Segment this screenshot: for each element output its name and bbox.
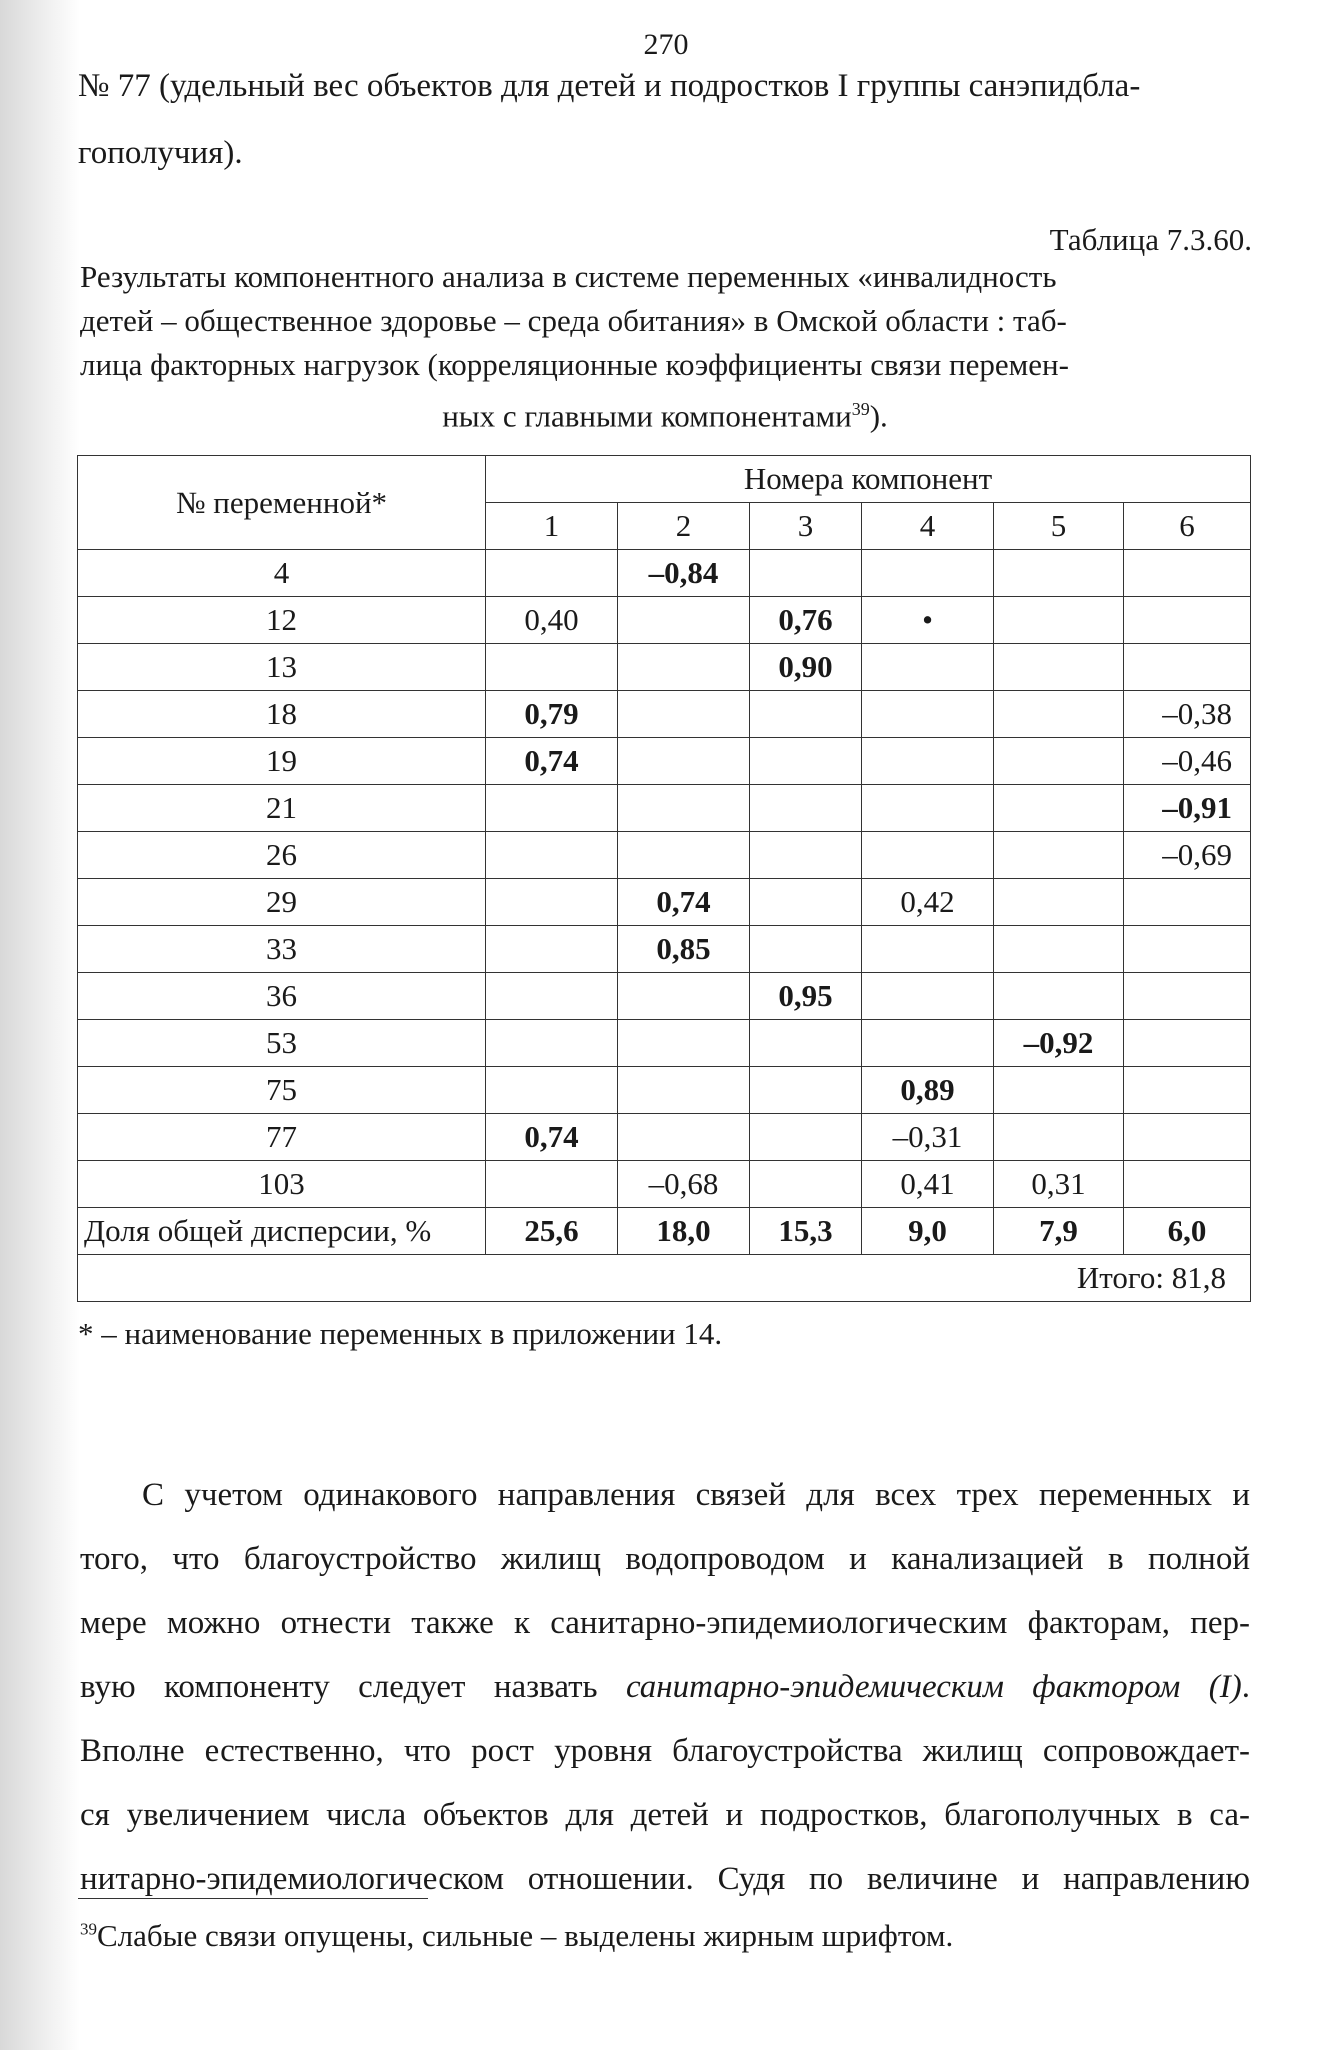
lead-line-2: гополучия).: [78, 135, 243, 171]
table-row: [78, 973, 1251, 1020]
component-number-3: 3: [750, 503, 862, 550]
table-note: * – наименование переменных в приложении 14.: [78, 1316, 723, 1351]
loading-cell-c5: [994, 738, 1124, 785]
total-variance: Итого: 81,8: [78, 1255, 1251, 1302]
table-row: [78, 1020, 1251, 1067]
loading-cell-c4: 0,42: [862, 879, 994, 926]
loading-cell-c5: 0,31: [994, 1161, 1124, 1208]
loading-cell-c6: [1124, 1067, 1251, 1114]
loading-cell-c4: –0,31: [862, 1114, 994, 1161]
loading-cell-c2: [618, 1020, 750, 1067]
loading-cell-c3: [750, 1114, 862, 1161]
table-label: Таблица 7.3.60.: [1049, 222, 1252, 257]
loading-cell-c1: [486, 785, 618, 832]
component-number-2: 2: [618, 503, 750, 550]
loading-cell-c2: [618, 597, 750, 644]
paragraph-line: Вполне естественно, что рост уровня благоустройства жилищ сопровождает-: [80, 1733, 1250, 1769]
component-number-1: 1: [486, 503, 618, 550]
loading-cell-c5: [994, 597, 1124, 644]
variance-share-2: 18,0: [618, 1208, 750, 1255]
loading-cell-c3: [750, 832, 862, 879]
variance-share-row: [78, 1208, 1251, 1255]
table-row: [78, 832, 1251, 879]
loading-cell-c5: [994, 879, 1124, 926]
table-row: [78, 1161, 1251, 1208]
paragraph-line: нитарно-эпидемиологическом отношении. Судя по величине и направлению: [80, 1861, 1250, 1897]
loading-cell-c5: [994, 550, 1124, 597]
loading-cell-c5: [994, 785, 1124, 832]
table-row: [78, 691, 1251, 738]
loading-cell-c3: [750, 1020, 862, 1067]
variable-number: 77: [78, 1114, 486, 1161]
table-row: [78, 785, 1251, 832]
component-number-5: 5: [994, 503, 1124, 550]
loading-cell-c2: [618, 1067, 750, 1114]
variance-share-5: 7,9: [994, 1208, 1124, 1255]
caption-line: ных с главными компонентами$^{39}$).: [442, 398, 888, 434]
loading-cell-c6: [1124, 879, 1251, 926]
loading-cell-c1: [486, 1161, 618, 1208]
component-number-4: 4: [862, 503, 994, 550]
table-row: [78, 738, 1251, 785]
loading-cell-c6: [1124, 644, 1251, 691]
loading-cell-c3: [750, 926, 862, 973]
variable-number: 12: [78, 597, 486, 644]
paragraph-line: мере можно отнести также к санитарно-эпидемиологическим факторам, пер-: [80, 1605, 1250, 1641]
loading-cell-c4: 0,41: [862, 1161, 994, 1208]
variance-share-3: 15,3: [750, 1208, 862, 1255]
variable-number: 13: [78, 644, 486, 691]
loading-cell-c2: [618, 1114, 750, 1161]
page-number: 270: [643, 28, 689, 61]
loading-cell-c6: [1124, 1114, 1251, 1161]
loading-cell-c2: –0,84: [618, 550, 750, 597]
components-header: Номера компонент: [486, 456, 1251, 503]
loading-cell-c4: [862, 973, 994, 1020]
variance-share-1: 25,6: [486, 1208, 618, 1255]
loading-cell-c4: [862, 926, 994, 973]
loading-cell-c5: [994, 1067, 1124, 1114]
loading-cell-c3: [750, 1067, 862, 1114]
loading-cell-c6: –0,69: [1124, 832, 1251, 879]
table-body: [78, 550, 1251, 1208]
table-row: [78, 1114, 1251, 1161]
loading-cell-c2: [618, 973, 750, 1020]
caption-line: детей – общественное здоровье – среда обитания» в Омской области : таб-: [80, 303, 1067, 338]
loading-cell-c6: –0,91: [1124, 785, 1251, 832]
variable-number: 29: [78, 879, 486, 926]
loading-cell-c2: 0,74: [618, 879, 750, 926]
loading-cell-c3: [750, 691, 862, 738]
loading-cell-c3: 0,76: [750, 597, 862, 644]
loading-cell-c1: [486, 926, 618, 973]
loading-cell-c6: [1124, 1020, 1251, 1067]
loading-cell-c2: [618, 785, 750, 832]
variable-number: 53: [78, 1020, 486, 1067]
loading-cell-c6: –0,46: [1124, 738, 1251, 785]
variable-number: 4: [78, 550, 486, 597]
loading-cell-c4: [862, 832, 994, 879]
loading-cell-c4: 0,89: [862, 1067, 994, 1114]
footnote-divider: [78, 1898, 428, 1899]
loading-cell-c2: [618, 691, 750, 738]
loading-cell-c4: [862, 550, 994, 597]
loading-cell-c4: •: [862, 597, 994, 644]
footnote: [80, 1918, 953, 1954]
loading-cell-c1: [486, 973, 618, 1020]
loading-cell-c3: [750, 879, 862, 926]
variable-number: 36: [78, 973, 486, 1020]
paragraph-line: того, что благоустройство жилищ водопроводом и канализацией в полной: [80, 1541, 1250, 1577]
loading-cell-c1: [486, 550, 618, 597]
variable-column-header: № переменной*: [78, 456, 486, 550]
loading-cell-c5: [994, 832, 1124, 879]
loading-cell-c2: –0,68: [618, 1161, 750, 1208]
loading-cell-c5: [994, 926, 1124, 973]
loading-cell-c6: –0,38: [1124, 691, 1251, 738]
loading-cell-c5: [994, 691, 1124, 738]
loading-cell-c6: [1124, 926, 1251, 973]
table-row: [78, 926, 1251, 973]
loading-cell-c6: [1124, 973, 1251, 1020]
loading-cell-c4: [862, 785, 994, 832]
table-caption: [80, 255, 1250, 438]
loading-cell-c2: [618, 832, 750, 879]
loading-cell-c1: [486, 1067, 618, 1114]
variable-number: 103: [78, 1161, 486, 1208]
variable-number: 33: [78, 926, 486, 973]
variable-number: 75: [78, 1067, 486, 1114]
loading-cell-c3: [750, 785, 862, 832]
loading-cell-c1: [486, 879, 618, 926]
loading-cell-c1: 0,74: [486, 738, 618, 785]
loading-cell-c3: [750, 738, 862, 785]
scan-shadow: [0, 0, 80, 2050]
loading-cell-c2: [618, 644, 750, 691]
footnote-ref: 39: [851, 399, 870, 419]
loading-cell-c4: [862, 1020, 994, 1067]
loading-cell-c4: [862, 691, 994, 738]
loading-cell-c1: 0,74: [486, 1114, 618, 1161]
paragraph-line: С учетом одинакового направления связей для всех трех переменных и: [142, 1477, 1250, 1513]
paragraph-line: вую компоненту следует назвать санитарно-эпидемическим фактором (I).: [80, 1669, 1250, 1705]
variable-number: 19: [78, 738, 486, 785]
table-row: [78, 597, 1251, 644]
loading-cell-c3: 0,95: [750, 973, 862, 1020]
loading-cell-c5: [994, 973, 1124, 1020]
loading-cell-c2: [618, 738, 750, 785]
loading-cell-c1: 0,79: [486, 691, 618, 738]
loading-cell-c5: [994, 1114, 1124, 1161]
loading-cell-c3: [750, 550, 862, 597]
loading-cell-c6: [1124, 550, 1251, 597]
footnote-marker: 39: [80, 1919, 97, 1939]
loading-cell-c1: [486, 832, 618, 879]
loading-cell-c3: [750, 1161, 862, 1208]
loading-cell-c4: [862, 644, 994, 691]
body-paragraph: [80, 1463, 1250, 1911]
caption-line: лица факторных нагрузок (корреляционные коэффициенты связи перемен-: [80, 347, 1069, 382]
variance-share-4: 9,0: [862, 1208, 994, 1255]
footnote-text: Слабые связи опущены, сильные – выделены жирным шрифтом.: [97, 1918, 954, 1953]
factor-name-italic: санитарно-эпидемическим фактором (I): [626, 1669, 1242, 1705]
variance-share-6: 6,0: [1124, 1208, 1251, 1255]
loading-cell-c2: 0,85: [618, 926, 750, 973]
loading-cell-c1: 0,40: [486, 597, 618, 644]
factor-loadings-table: [77, 455, 1251, 1302]
loading-cell-c3: 0,90: [750, 644, 862, 691]
loading-cell-c1: [486, 1020, 618, 1067]
variable-number: 18: [78, 691, 486, 738]
loading-cell-c5: –0,92: [994, 1020, 1124, 1067]
loading-cell-c5: [994, 644, 1124, 691]
loading-cell-c4: [862, 738, 994, 785]
loading-cell-c6: [1124, 1161, 1251, 1208]
table-row: [78, 644, 1251, 691]
caption-line: Результаты компонентного анализа в системе переменных «инвалидность: [80, 259, 1057, 294]
table-row: [78, 879, 1251, 926]
variable-number: 26: [78, 832, 486, 879]
loading-cell-c6: [1124, 597, 1251, 644]
table-row: [78, 550, 1251, 597]
table-row: [78, 1067, 1251, 1114]
paragraph-line: ся увеличением числа объектов для детей и подростков, благополучных в са-: [80, 1797, 1250, 1833]
component-number-6: 6: [1124, 503, 1251, 550]
lead-line-1: № 77 (удельный вес объектов для детей и подростков I группы санэпидбла-: [78, 68, 1141, 104]
variance-share-label: Доля общей дисперсии, %: [78, 1208, 486, 1255]
loading-cell-c1: [486, 644, 618, 691]
variable-number: 21: [78, 785, 486, 832]
